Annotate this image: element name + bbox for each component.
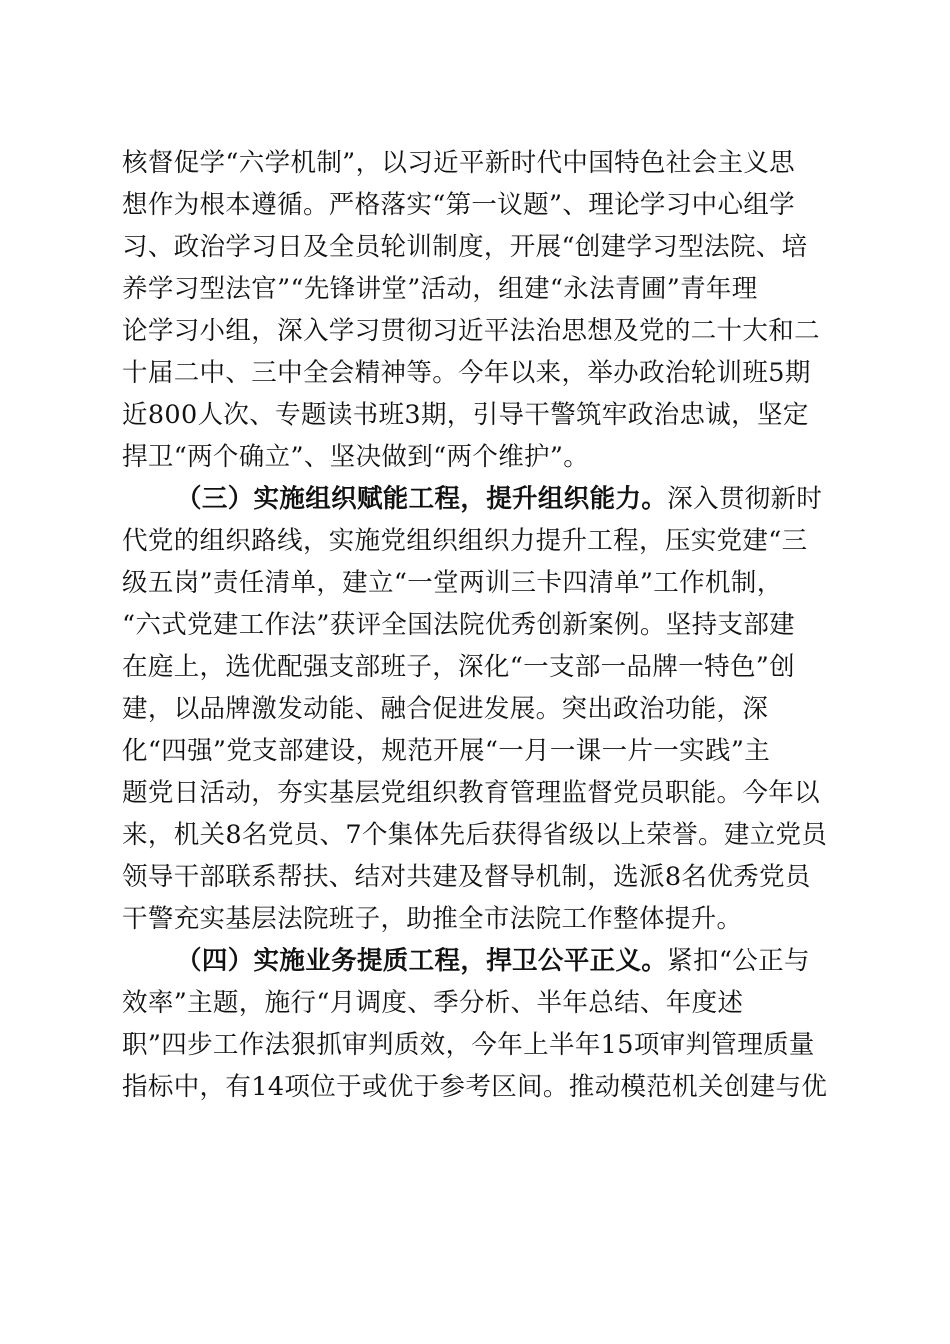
text-line: 近800人次、专题读书班3期，引导干警筑牢政治忠诚，坚定 xyxy=(122,400,809,430)
text-line: 核督促学“六学机制”，以习近平新时代中国特色社会主义思 xyxy=(122,148,796,178)
section-heading: （三）实施组织赋能工程，提升组织能力。 xyxy=(176,484,668,514)
text-line: 论学习小组，深入学习贯彻习近平法治思想及党的二十大和二 xyxy=(122,316,820,346)
text-run: 深入贯彻新时 xyxy=(667,484,823,514)
text-line: 职”四步工作法狠抓审判质效，今年上半年15项审判管理质量 xyxy=(122,1030,815,1060)
text-line: 代党的组织路线，实施党组织组织力提升工程，压实党建“三 xyxy=(122,526,808,556)
paragraph-2 xyxy=(122,478,828,940)
text-line: 建，以品牌激发动能、融合促进发展。突出政治功能，深 xyxy=(122,694,769,724)
paragraph-3 xyxy=(122,940,828,1108)
text-line: 养学习型法官”“先锋讲堂”活动，组建“永法青圃”青年理 xyxy=(122,274,758,304)
text-line: 在庭上，选优配强支部班子，深化“一支部一品牌一特色”创 xyxy=(122,652,796,682)
text-line: 化“四强”党支部建设，规范开展“一月一课一片一实践”主 xyxy=(122,736,771,766)
text-line: 干警充实基层法院班子，助推全市法院工作整体提升。 xyxy=(122,904,743,934)
text-line: 十届二中、三中全会精神等。今年以来，举办政治轮训班5期 xyxy=(122,358,811,388)
text-line: 想作为根本遵循。严格落实“第一议题”、理论学习中心组学 xyxy=(122,190,796,220)
section-heading: （四）实施业务提质工程，捍卫公平正义。 xyxy=(176,946,668,976)
paragraph-first-line xyxy=(122,940,828,982)
text-line: 来，机关8名党员、7个集体先后获得省级以上荣誉。建立党员 xyxy=(122,820,828,850)
paragraph-1 xyxy=(122,142,828,478)
text-line: “六式党建工作法”获评全国法院优秀创新案例。坚持支部建 xyxy=(122,610,796,640)
text-line: 题党日活动，夯实基层党组织教育管理监督党员职能。今年以 xyxy=(122,778,820,808)
text-line: 习、政治学习日及全员轮训制度，开展“创建学习型法院、培 xyxy=(122,232,808,262)
text-line: 指标中，有14项位于或优于参考区间。推动模范机关创建与优 xyxy=(122,1072,828,1102)
text-line: 领导干部联系帮扶、结对共建及督导机制，选派8名优秀党员 xyxy=(122,862,811,892)
text-run: 紧扣“公正与 xyxy=(667,946,810,976)
text-line: 效率”主题，施行“月调度、季分析、半年总结、年度述 xyxy=(122,988,744,1018)
text-line: 级五岗”责任清单，建立“一堂两训三卡四清单”工作机制， xyxy=(122,568,783,598)
paragraph-first-line xyxy=(122,478,828,520)
text-line: 捍卫“两个确立”、坚决做到“两个维护”。 xyxy=(122,442,590,472)
document-body xyxy=(122,142,828,1108)
